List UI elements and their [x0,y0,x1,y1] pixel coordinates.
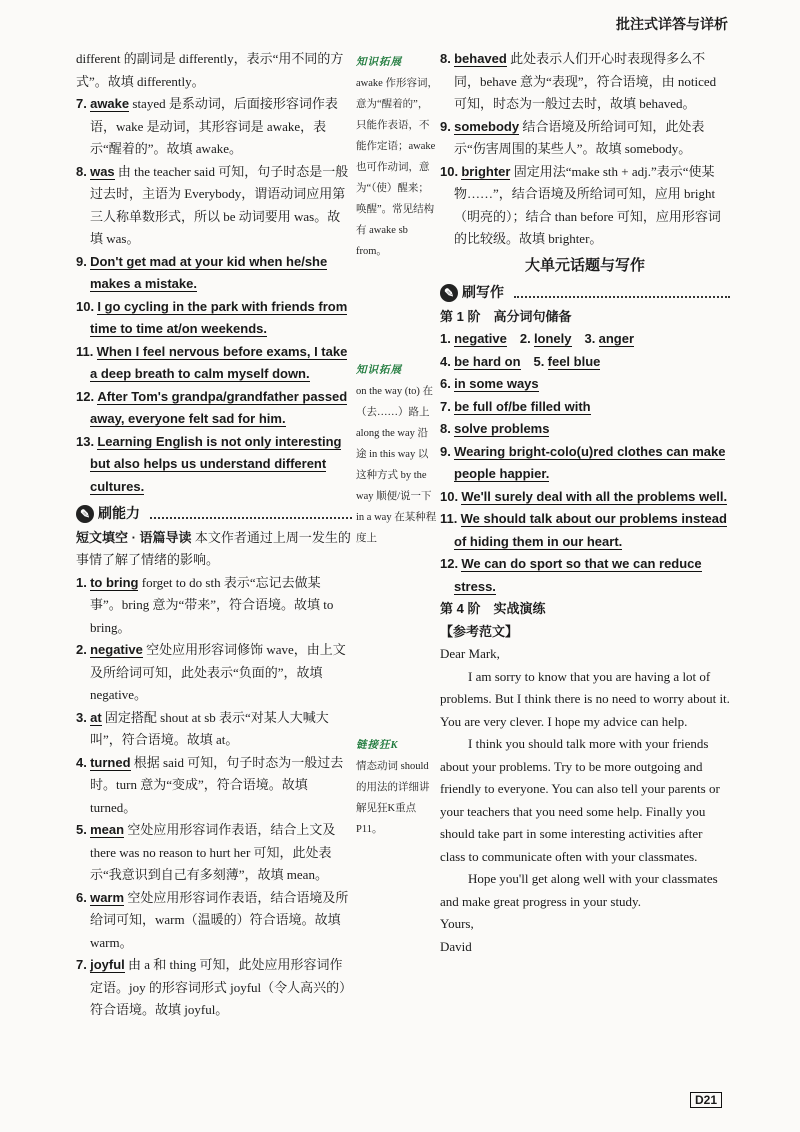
section-title: 大单元话题与写作 [524,256,645,274]
answer-item [440,553,730,598]
answer-text: turned [90,754,131,770]
writing-banner [440,281,730,304]
item-number: 2. [76,642,87,657]
answer-text: brighter [461,163,511,179]
page-number: D21 [690,1092,722,1108]
item-number: 9. [76,253,87,269]
letter-closing: Yours, [440,916,474,931]
answer-item [440,116,730,161]
item-number: 10. [440,163,459,179]
item-number: 11. [76,343,94,359]
item-number: 12. [440,556,459,571]
ability-banner [76,502,352,525]
word-row [440,351,730,374]
answer-text: Wearing bright-colo(u)red clothes can make people happier. [454,443,726,481]
answer-item [76,819,352,887]
explanation: 由 the teacher said 可知，句子时态是一般过去时，主语为 Everybody，谓语动词应用第三人称单数形式，所以 be 动词要用 was。故填 was。 [90,163,349,246]
note-title: 知识拓展 [356,365,402,376]
paragraph: different 的副词是 differently，表示“用不同的方式”。故填 differently。 [76,51,344,89]
answer-text: When I feel nervous before exams, I take a deep breath to calm myself down. [90,343,348,381]
answer-item [76,431,352,499]
right-column [440,48,730,958]
item-number: 7. [76,96,87,111]
answer-item [76,296,352,341]
answer-text: behaved [454,51,507,66]
note-text: on the way (to) 在（去……）路上 along the way 沿途 in this way 以这种方式 by the way 顺便/说一下 in a way 在某种程度上 [356,386,437,544]
item-number: 10. [76,298,95,314]
explanation: 此处表示人们开心时表现得多么不同，behave 意为“表现”，符合语境，由 noticed 可知，时态为一般过去时，故填 behaved。 [454,51,717,111]
item-number: 3. [76,709,87,725]
item-number: 6. [440,376,451,391]
item-number: 12. [76,388,95,404]
explanation: 根据 said 可知，句子时态为一般过去时。turn 意为“变成”，符合语境。故填 turned。 [90,754,344,815]
item-number: 5. [533,353,545,369]
item-number: 5. [76,822,87,837]
item-number: 8. [440,51,451,66]
answer-text: mean [90,822,125,837]
answer-text: We can do sport so that we can reduce stress. [454,556,702,594]
note-title: 链接狂K [356,740,399,751]
answer-item [76,887,352,955]
side-notes [356,52,438,840]
answer-item [440,373,730,396]
answer-item [76,93,352,161]
answer-text: joyful [90,957,125,972]
answer-list [440,48,730,251]
item-number: 10. [440,488,459,504]
answer-text: warm [90,889,125,905]
item-number: 11. [440,511,458,526]
dotted-rule [150,507,352,519]
explanation: 空处应用形容词作表语，结合上文及 there was no reason to hurt her 可知，此处表示“我意识到自己有多刻薄”，故填 mean。 [90,822,336,882]
answer-text: in some ways [454,376,539,391]
answer-item [440,441,730,486]
answer-text: be hard on [454,353,521,369]
answer-item [440,48,730,116]
left-column [76,48,352,1022]
item-number: 2. [519,331,531,346]
answer-item [440,161,730,251]
answer-text: I go cycling in the park with friends from time to time at/on weekends. [90,298,348,336]
note-text: 情态动词 should 的用法的详细讲解见狂K重点P11。 [356,761,430,835]
stage-title: 第 1 阶 高分词句储备 [440,308,572,324]
answer-text: was [90,163,115,179]
item-number: 8. [440,421,451,436]
item-number: 4. [76,754,87,770]
item-number: 4. [440,353,451,369]
item-number: 9. [440,443,451,459]
answer-item [76,161,352,251]
answer-item [76,386,352,431]
explanation: 由 a 和 thing 可知，此处应用形容词作定语。joy 的形容词形式 joyful（令人高兴的）符合语境。故填 joyful。 [90,957,346,1017]
intro-label: 短文填空 · 语篇导读 [76,529,192,545]
explanation: 固定搭配 shout at sb 表示“对某人大喊大叫”，符合语境。故填 at。 [90,709,329,747]
answer-text: at [90,709,102,725]
banner-label: ✎ 刷写作 [440,281,510,304]
answer-text: to bring [90,574,139,590]
answer-text: We'll surely deal with all the problems well. [461,488,728,504]
answer-item [76,954,352,1022]
item-number: 13. [76,433,95,449]
intro-text: 本文作者通过上周一发生的事情了解了情绪的影响。 [76,529,351,567]
letter-paragraph: Hope you'll get along well with your classmates and make great progress in your study. [440,871,718,909]
answer-text: After Tom's grandpa/grandfather passed away, everyone felt sad for him. [90,388,348,426]
item-number: 9. [440,118,451,134]
stage-title: 第 4 阶 实战演练 [440,601,546,616]
answer-item [76,572,352,640]
answer-text: be full of/be filled with [454,398,591,414]
item-number: 6. [76,889,87,905]
answer-text: Don't get mad at your kid when he/she makes a mistake. [90,253,328,291]
answer-text: Learning English is not only interesting but also helps us understand different cultures. [90,433,342,494]
answer-item [76,251,352,296]
explanation: forget to do sth 表示“忘记去做某事”。bring 意为“带来”，符合语境。故填 to bring。 [90,574,334,635]
item-number: 7. [76,957,87,972]
answer-item [440,508,730,553]
word-row [440,328,730,351]
reference-label: 【参考范文】 [440,623,519,639]
item-number: 1. [76,574,87,590]
explanation: stayed 是系动词，后面接形容词作表语，wake 是动词，其形容词是 awake，表示“醒着的”。故填 awake。 [90,96,338,156]
item-number: 3. [584,331,596,346]
answer-item [76,341,352,386]
answer-text: We should talk about our problems instead of hiding them in our heart. [454,511,727,549]
item-number: 8. [76,163,87,179]
answer-item [76,707,352,752]
explanation: 固定用法“make sth + adj.”表示“使某物……”，结合语境及所给词可知，应用 bright（明亮的）；结合 than before 可知，应用形容词的比较级。故填 brighter。 [454,163,721,246]
note-text: awake 作形容词，意为“醒着的”，只能作表语，不能作定语；awake 也可作动词，意为“（使）醒来；唤醒”。常见结构有 awake sb from。 [356,78,438,257]
phrase-list [440,373,730,598]
answer-text: negative [454,331,507,346]
dotted-rule [514,286,730,298]
answer-item [440,396,730,419]
item-number: 1. [440,331,451,346]
answer-text: feel blue [547,353,601,369]
answer-text: lonely [533,331,572,346]
answer-item [440,418,730,441]
item-number: 7. [440,398,451,414]
letter-paragraph: I am sorry to know that you are having a lot of problems. But I think there is no need to worry about it. You are very clever. I hope my advice can help. [440,668,730,729]
answer-text: negative [90,642,143,657]
word-list [440,328,730,373]
answer-item [76,752,352,820]
header-title: 批注式详答与详析 [616,16,728,32]
answer-item [76,639,352,707]
answer-list-2 [76,572,352,1022]
answer-text: anger [598,331,635,346]
answer-text: awake [90,96,130,111]
letter-paragraph: I think you should talk more with your friends about your problems. Try to be more outgoing and friendly to everyone. You can also tell your parents or your teachers that you need some help. Finally you should take part in some interesting activities after class to communicate often with your classmates. [440,736,720,864]
explanation: 结合语境及所给词可知，此处表示“伤害周围的某些人”。故填 somebody。 [454,118,705,156]
explanation: 空处应用形容词修饰 wave，由上文及所给词可知，此处表示“负面的”，故填 negative。 [90,642,346,702]
answer-text: solve problems [454,421,550,436]
letter-signature: David [440,938,472,954]
letter-greeting: Dear Mark, [440,646,500,661]
banner-label: ✎ 刷能力 [76,502,146,525]
note-title: 知识拓展 [356,57,402,68]
answer-text: somebody [454,118,520,134]
answer-list [76,93,352,498]
intro [76,527,352,572]
answer-item [440,486,730,509]
explanation: 空处应用形容词作表语，结合语境及所给词可知，warm（温暖的）符合语境。故填 warm。 [90,889,349,950]
